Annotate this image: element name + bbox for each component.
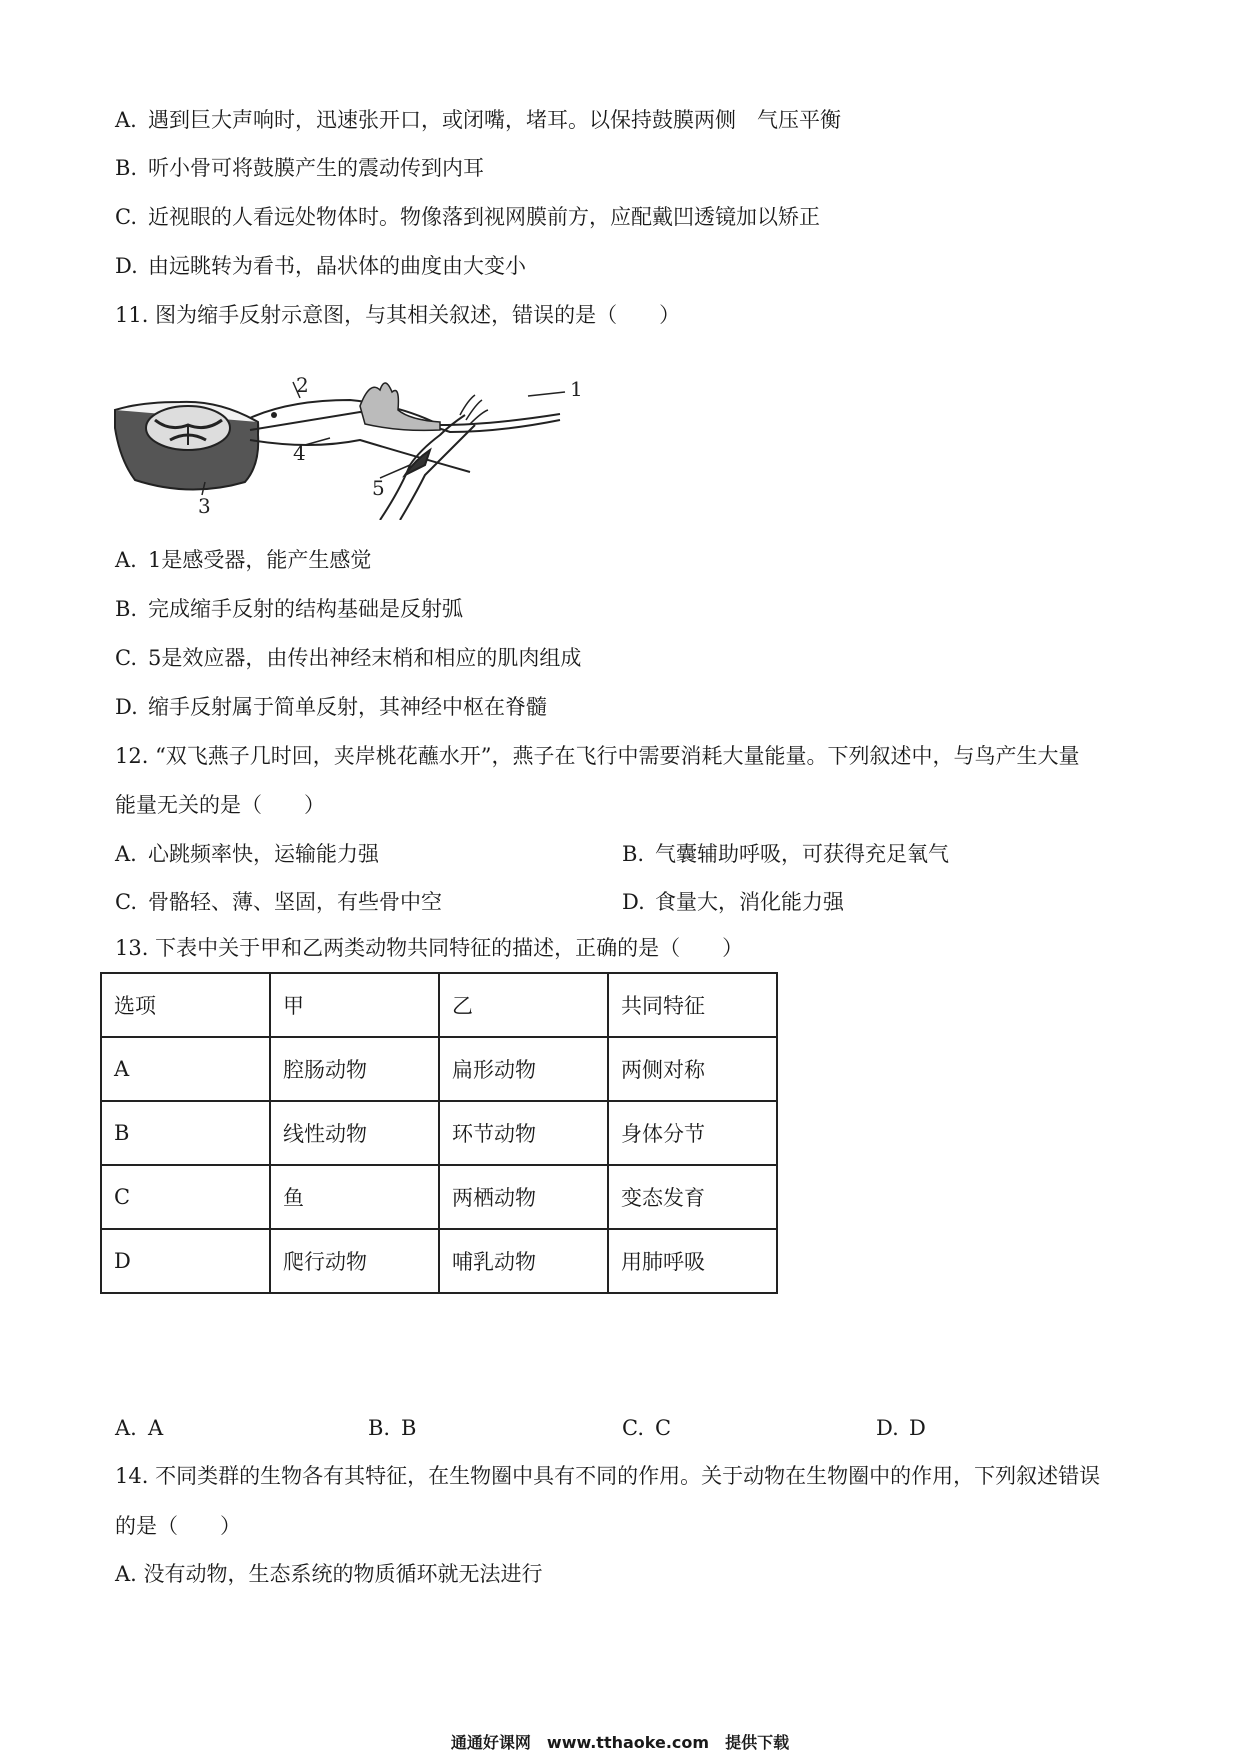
q12-option-c <box>115 888 442 916</box>
option-text: 近视眼的人看远处物体时。物像落到视网膜前方，应配戴凹透镜加以矫正 <box>148 205 820 229</box>
option-label: D. <box>876 1416 899 1440</box>
option-text: 食量大，消化能力强 <box>655 890 844 914</box>
q10-option-b <box>115 154 484 182</box>
option-label: B. <box>115 156 138 180</box>
q12-stem-line1: 12. “双飞燕子几时回，夹岸桃花蘸水开”，燕子在飞行中需要消耗大量能量。下列叙述中，与鸟产生大量 <box>115 744 1080 768</box>
option-text: B <box>401 1416 417 1440</box>
option-text: 遇到巨大声响时，迅速张开口，或闭嘴，堵耳。以保持鼓膜两侧 气压平衡 <box>148 108 841 132</box>
q14-option-a: A. 没有动物，生态系统的物质循环就无法进行 <box>115 1562 543 1586</box>
table-cell: D <box>101 1229 270 1293</box>
table-cell: 鱼 <box>270 1165 439 1229</box>
option-label: B. <box>115 597 138 621</box>
table-cell: 变态发育 <box>608 1165 777 1229</box>
page-footer: 通通好课网 www.tthaoke.com 提供下载 <box>450 1733 790 1752</box>
table-row <box>101 1101 777 1165</box>
q13-option-d <box>876 1414 926 1442</box>
option-label: D. <box>115 695 138 719</box>
q12-option-b <box>622 840 949 868</box>
figure-label-3: 3 <box>198 494 211 518</box>
ganglion-dot <box>271 412 277 418</box>
option-text: 5是效应器，由传出神经末梢和相应的肌肉组成 <box>148 646 582 670</box>
spinal-cord-drawing <box>115 402 258 490</box>
table-cell: A <box>101 1037 270 1101</box>
q13-option-c <box>622 1414 671 1442</box>
option-text: A <box>148 1416 164 1440</box>
hand-drawing-top <box>360 383 440 430</box>
reflex-arc-figure <box>110 370 600 520</box>
q11-option-c <box>115 644 581 672</box>
table-cell: C <box>101 1165 270 1229</box>
q11-option-b <box>115 595 463 623</box>
option-text: 1是感受器，能产生感觉 <box>148 548 372 572</box>
option-label: C. <box>115 890 137 914</box>
option-label: C. <box>115 205 137 229</box>
figure-label-2: 2 <box>296 373 309 397</box>
option-text: 听小骨可将鼓膜产生的震动传到内耳 <box>148 156 484 180</box>
q10-option-a <box>115 106 841 134</box>
option-label: D. <box>622 890 645 914</box>
option-text: 缩手反射属于简单反射，其神经中枢在脊髓 <box>148 695 547 719</box>
table-cell: 爬行动物 <box>270 1229 439 1293</box>
table-cell: 环节动物 <box>439 1101 608 1165</box>
option-label: D. <box>115 254 138 278</box>
option-label: C. <box>115 646 137 670</box>
table-cell: 用肺呼吸 <box>608 1229 777 1293</box>
label-leader-1 <box>528 392 565 396</box>
figure-label-4: 4 <box>293 441 306 465</box>
table-cell: 身体分节 <box>608 1101 777 1165</box>
option-label: B. <box>368 1416 391 1440</box>
figure-label-5: 5 <box>372 476 385 500</box>
table-header-cell: 选项 <box>101 973 270 1037</box>
option-text: 气囊辅助呼吸，可获得充足氧气 <box>655 842 949 866</box>
table-cell: 扁形动物 <box>439 1037 608 1101</box>
table-header-cell: 甲 <box>270 973 439 1037</box>
q13-table <box>100 972 778 1294</box>
q10-option-c <box>115 203 820 231</box>
table-row <box>101 1037 777 1101</box>
option-text: C <box>655 1416 672 1440</box>
option-label: A. <box>115 548 137 572</box>
q10-option-d <box>115 252 526 280</box>
q12-option-d <box>622 888 844 916</box>
q12-stem-line2: 能量无关的是（ ） <box>115 793 325 817</box>
q11-stem: 11. 图为缩手反射示意图，与其相关叙述，错误的是（ ） <box>115 303 681 327</box>
table-cell: 哺乳动物 <box>439 1229 608 1293</box>
table-cell: 两侧对称 <box>608 1037 777 1101</box>
q11-option-a <box>115 546 371 574</box>
q13-option-b <box>368 1414 416 1442</box>
option-label: A. <box>115 842 137 866</box>
option-text: 心跳频率快，运输能力强 <box>148 842 379 866</box>
option-label: C. <box>622 1416 644 1440</box>
option-text: 骨骼轻、薄、坚固，有些骨中空 <box>148 890 442 914</box>
table-header-cell: 共同特征 <box>608 973 777 1037</box>
option-text: 完成缩手反射的结构基础是反射弧 <box>148 597 463 621</box>
table-cell: B <box>101 1101 270 1165</box>
option-text: D <box>909 1416 926 1440</box>
option-label: A. <box>115 1416 137 1440</box>
q11-option-d <box>115 693 547 721</box>
table-header-row <box>101 973 777 1037</box>
table-cell: 线性动物 <box>270 1101 439 1165</box>
q12-option-a <box>115 840 379 868</box>
figure-label-1: 1 <box>570 377 583 401</box>
option-label: A. <box>115 108 137 132</box>
q14-stem-line2: 的是（ ） <box>115 1514 241 1538</box>
table-row <box>101 1165 777 1229</box>
q13-option-a <box>115 1414 163 1442</box>
option-label: B. <box>622 842 645 866</box>
q13-stem: 13. 下表中关于甲和乙两类动物共同特征的描述，正确的是（ ） <box>115 936 744 960</box>
table-cell: 腔肠动物 <box>270 1037 439 1101</box>
table-header-cell: 乙 <box>439 973 608 1037</box>
option-text: 由远眺转为看书，晶状体的曲度由大变小 <box>148 254 526 278</box>
table-cell: 两栖动物 <box>439 1165 608 1229</box>
table-row <box>101 1229 777 1293</box>
q14-stem-line1: 14. 不同类群的生物各有其特征，在生物圈中具有不同的作用。关于动物在生物圈中的作用，下列叙述错误 <box>115 1464 1101 1488</box>
